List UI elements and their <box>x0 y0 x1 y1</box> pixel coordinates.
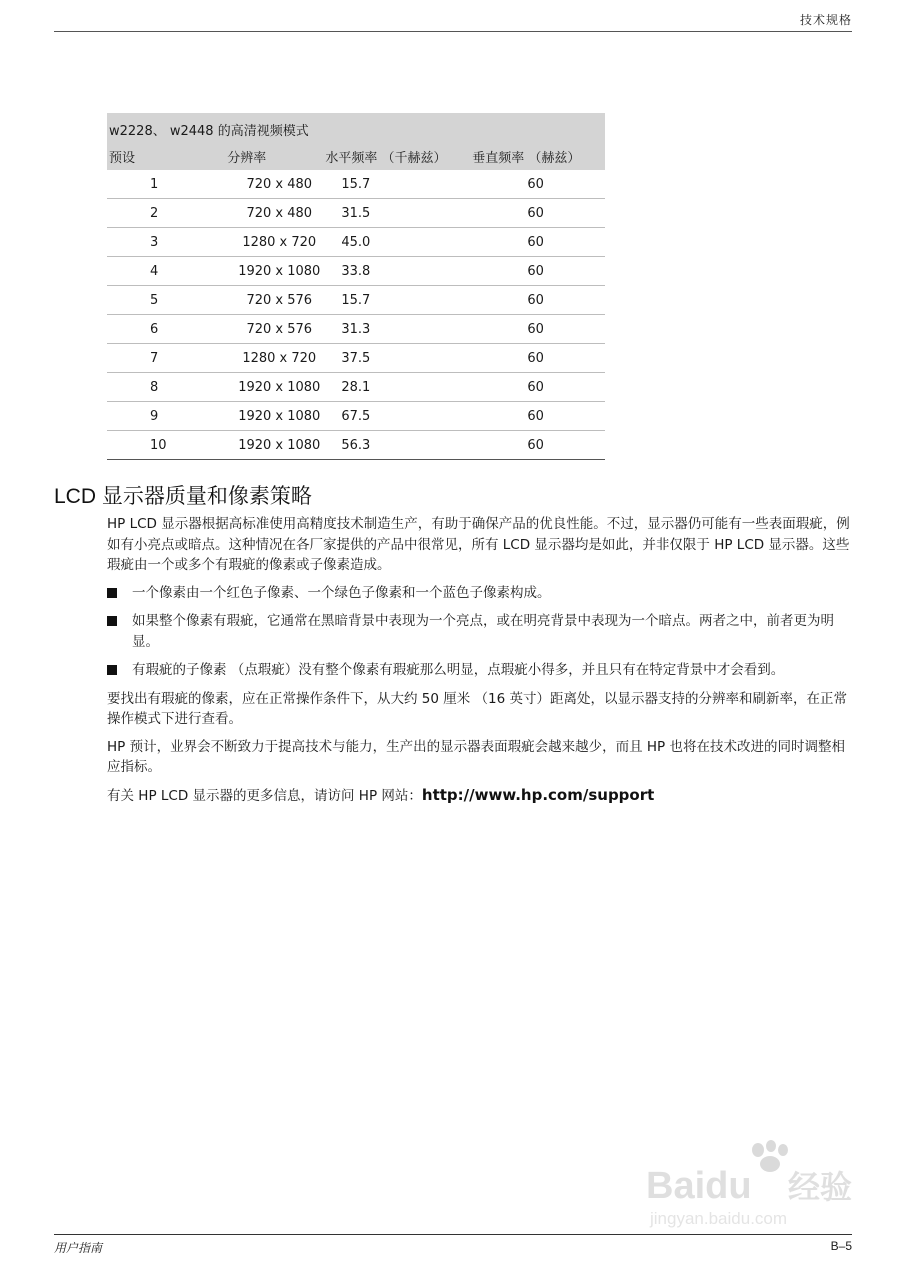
table-header-row <box>107 143 605 170</box>
cell-resolution: 720 x 480 <box>213 170 321 199</box>
cell-horizontal-frequency: 45.0 <box>321 228 462 257</box>
cell-horizontal-frequency: 37.5 <box>321 344 462 373</box>
cell-preset: 4 <box>107 257 213 286</box>
list-item <box>107 660 855 681</box>
column-header-vertical-frequency: 垂直频率 （赫兹） <box>472 151 581 166</box>
table-row <box>107 286 605 315</box>
bullet-text: 一个像素由一个红色子像素、一个绿色子像素和一个蓝色子像素构成。 <box>132 584 551 601</box>
cell-vertical-frequency: 60 <box>462 286 605 315</box>
cell-vertical-frequency: 60 <box>462 373 605 402</box>
cell-vertical-frequency: 60 <box>462 199 605 228</box>
more-info-text: 有关 HP LCD 显示器的更多信息，请访问 HP 网站： <box>107 787 422 804</box>
bullet-text: 如果整个像素有瑕疵，它通常在黑暗背景中表现为一个亮点，或在明亮背景中表现为一个暗点。两者之中，前者更为明显。 <box>132 613 834 650</box>
watermark-domain: jingyan.baidu.com <box>650 1209 788 1228</box>
table-row <box>107 431 605 460</box>
column-header-preset: 预设 <box>109 151 136 166</box>
square-bullet-icon <box>107 665 117 675</box>
cell-resolution: 720 x 480 <box>213 199 321 228</box>
cell-resolution: 1920 x 1080 <box>213 431 321 460</box>
list-item <box>107 583 855 604</box>
cell-preset: 7 <box>107 344 213 373</box>
cell-horizontal-frequency: 31.5 <box>321 199 462 228</box>
footer-rule <box>54 1234 852 1235</box>
table-body <box>107 170 605 460</box>
cell-vertical-frequency: 60 <box>462 170 605 199</box>
cell-horizontal-frequency: 28.1 <box>321 373 462 402</box>
table-row <box>107 315 605 344</box>
cell-horizontal-frequency: 15.7 <box>321 170 462 199</box>
baidu-jingyan-watermark <box>640 1140 870 1230</box>
cell-resolution: 1920 x 1080 <box>213 373 321 402</box>
cell-resolution: 720 x 576 <box>213 315 321 344</box>
cell-preset: 1 <box>107 170 213 199</box>
cell-horizontal-frequency: 67.5 <box>321 402 462 431</box>
cell-vertical-frequency: 60 <box>462 344 605 373</box>
table-row <box>107 228 605 257</box>
table-row <box>107 373 605 402</box>
cell-preset: 2 <box>107 199 213 228</box>
header-rule <box>54 31 852 32</box>
header-label: 技术规格 <box>799 13 852 27</box>
cell-preset: 8 <box>107 373 213 402</box>
cell-resolution: 1920 x 1080 <box>213 402 321 431</box>
table-row <box>107 257 605 286</box>
cell-preset: 10 <box>107 431 213 460</box>
table-row <box>107 170 605 199</box>
list-item <box>107 611 855 652</box>
table-title: w2228、 w2448 的高清视频模式 <box>109 123 309 139</box>
table-title-row <box>107 113 605 143</box>
cell-vertical-frequency: 60 <box>462 257 605 286</box>
watermark-text: 经验 <box>788 1168 853 1206</box>
section-body <box>107 514 855 813</box>
bullet-text: 有瑕疵的子像素 （点瑕疵）没有整个像素有瑕疵那么明显，点瑕疵小得多，并且只有在特定背景中才会看到。 <box>132 662 785 678</box>
table-row <box>107 402 605 431</box>
table-row <box>107 344 605 373</box>
cell-preset: 9 <box>107 402 213 431</box>
cell-vertical-frequency: 60 <box>462 228 605 257</box>
cell-vertical-frequency: 60 <box>462 402 605 431</box>
improvement-paragraph: HP 预计，业界会不断致力于提高技术与能力，生产出的显示器表面瑕疵会越来越少，而且 HP 也将在技术改进的同时调整相应指标。 <box>107 738 845 775</box>
viewing-paragraph: 要找出有瑕疵的像素，应在正常操作条件下，从大约 50 厘米 （16 英寸）距离处，以显示器支持的分辨率和刷新率，在正常操作模式下进行查看。 <box>107 690 848 727</box>
intro-paragraph: HP LCD 显示器根据高标准使用高精度技术制造生产，有助于确保产品的优良性能。不过，显示器仍可能有一些表面瑕疵，例如有小亮点或暗点。这种情况在各厂家提供的产品中很常见，所有 LCD 显示器均是如此，并非仅限于 HP LCD 显示器。这些瑕疵由一个或多个有瑕疵的像素或子像素造成。 <box>107 516 850 573</box>
cell-preset: 5 <box>107 286 213 315</box>
column-header-resolution: 分辨率 <box>227 151 267 166</box>
page-number: B–5 <box>830 1239 852 1253</box>
square-bullet-icon <box>107 588 117 598</box>
cell-vertical-frequency: 60 <box>462 315 605 344</box>
cell-horizontal-frequency: 31.3 <box>321 315 462 344</box>
section-title: LCD 显示器质量和像素策略 <box>54 485 312 508</box>
more-info-paragraph <box>107 785 855 807</box>
hd-video-modes-table <box>107 113 605 460</box>
cell-horizontal-frequency: 15.7 <box>321 286 462 315</box>
cell-horizontal-frequency: 56.3 <box>321 431 462 460</box>
cell-resolution: 1920 x 1080 <box>213 257 321 286</box>
column-header-horizontal-frequency: 水平频率 （千赫兹） <box>325 151 447 166</box>
cell-resolution: 1280 x 720 <box>213 344 321 373</box>
table-row <box>107 199 605 228</box>
footer-doc-title: 用户指南 <box>54 1241 103 1255</box>
cell-resolution: 1280 x 720 <box>213 228 321 257</box>
watermark-brand: Baidu <box>646 1165 752 1207</box>
square-bullet-icon <box>107 616 117 626</box>
cell-preset: 3 <box>107 228 213 257</box>
support-link[interactable]: http://www.hp.com/support <box>421 785 655 804</box>
bullet-list <box>107 583 855 681</box>
cell-resolution: 720 x 576 <box>213 286 321 315</box>
cell-preset: 6 <box>107 315 213 344</box>
cell-vertical-frequency: 60 <box>462 431 605 460</box>
cell-horizontal-frequency: 33.8 <box>321 257 462 286</box>
